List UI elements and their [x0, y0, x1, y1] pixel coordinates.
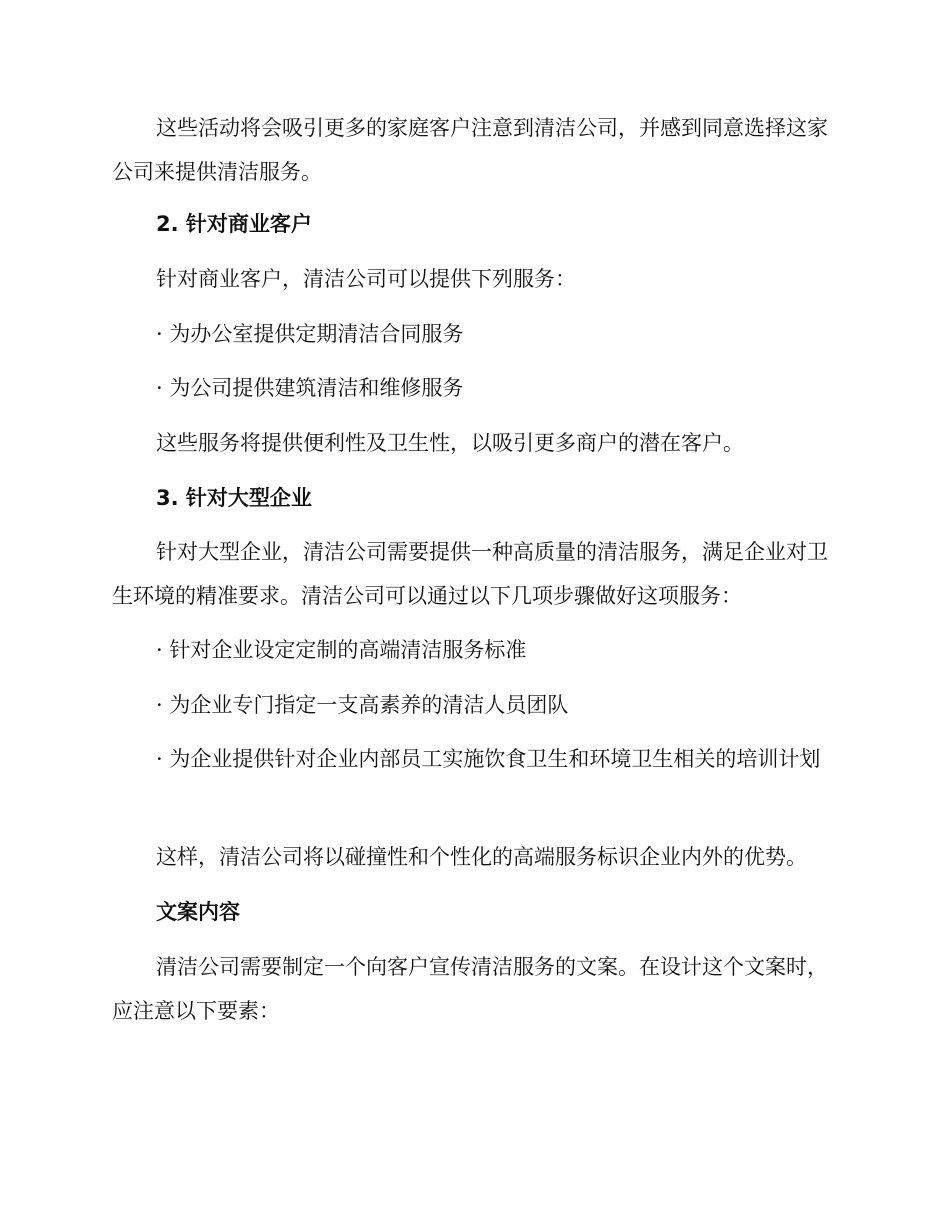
- bullet-enterprise-team: · 为企业专门指定一支高素养的清洁人员团队: [156, 693, 569, 717]
- paragraph-enterprise-intro: 针对大型企业，清洁公司需要提供一种高质量的清洁服务，满足企业对卫生环境的精准要求。清洁公司可以通过以下几项步骤做好这项服务：: [112, 540, 828, 608]
- heading-copy-content: 文案内容: [156, 900, 240, 924]
- paragraph-enterprise-summary: 这样，清洁公司将以碰撞性和个性化的高端服务标识企业内外的优势。: [156, 845, 807, 869]
- bullet-enterprise-training: · 为企业提供针对企业内部员工实施饮食卫生和环境卫生相关的培训计划: [156, 747, 821, 771]
- heading-commercial-clients: 2. 针对商业客户: [156, 212, 312, 236]
- bullet-enterprise-standards: · 针对企业设定定制的高端清洁服务标准: [156, 638, 527, 662]
- paragraph-commercial-intro: 针对商业客户，清洁公司可以提供下列服务：: [156, 267, 576, 291]
- paragraph-family-activities: 这些活动将会吸引更多的家庭客户注意到清洁公司，并感到同意选择这家公司来提供清洁服务。: [112, 116, 828, 184]
- paragraph-commercial-summary: 这些服务将提供便利性及卫生性，以吸引更多商户的潜在客户。: [156, 431, 744, 455]
- paragraph-copy-intro: 清洁公司需要制定一个向客户宣传清洁服务的文案。在设计这个文案时，应注意以下要素：: [112, 955, 828, 1023]
- bullet-office-cleaning: · 为办公室提供定期清洁合同服务: [156, 322, 464, 346]
- bullet-building-cleaning: · 为公司提供建筑清洁和维修服务: [156, 376, 464, 400]
- heading-large-enterprises: 3. 针对大型企业: [156, 486, 312, 510]
